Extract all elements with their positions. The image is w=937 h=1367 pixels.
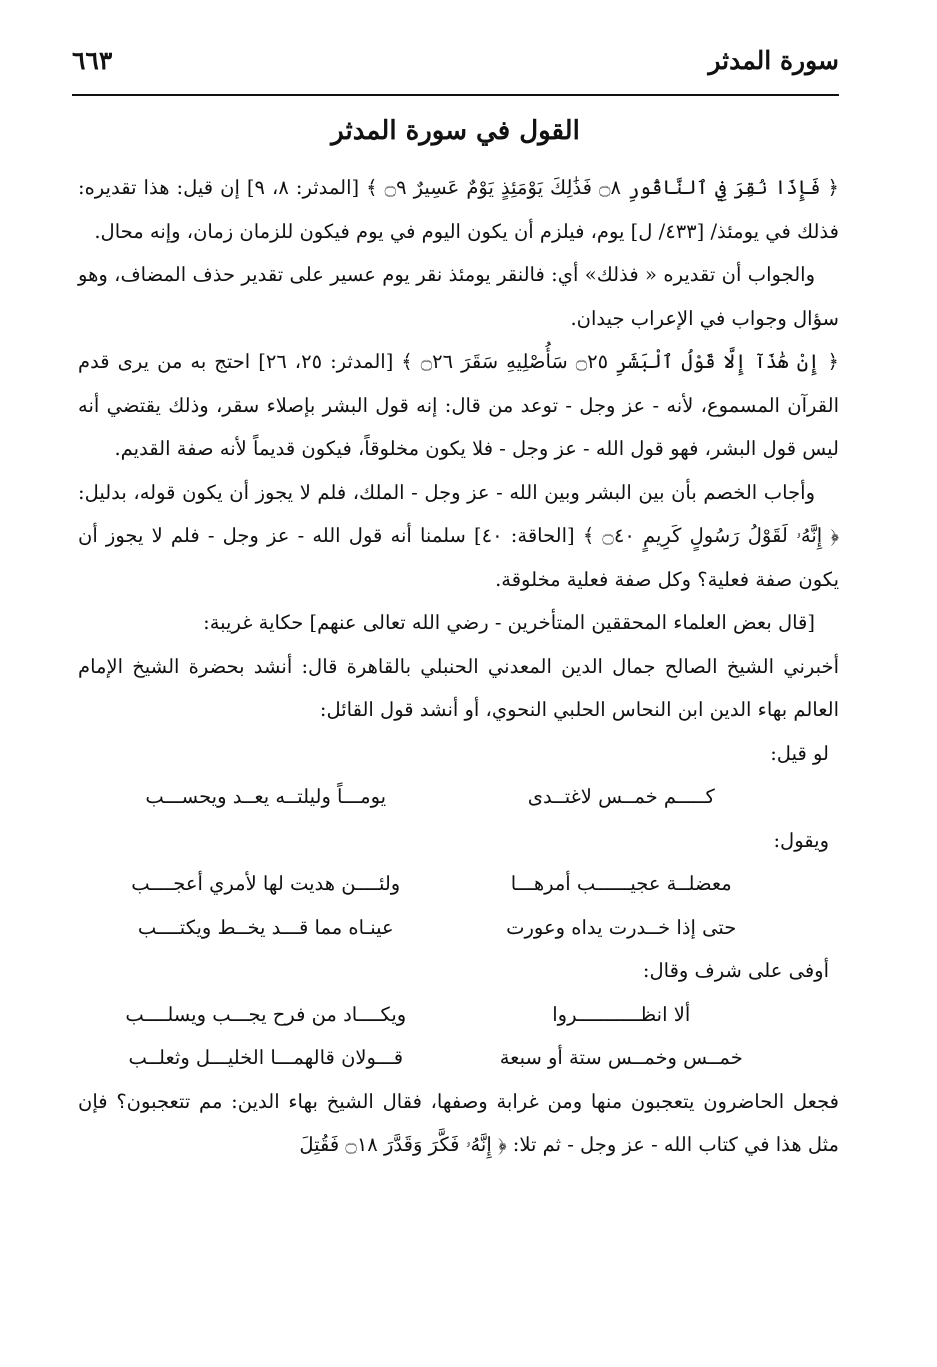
poem <box>78 732 839 1080</box>
paragraph: ﴿ فَإِذَا نُقِرَ فِي ٱلنَّاقُورِ ۝٨ فَذَٰلِكَ يَوْمَئِذٍ يَوْمٌ عَسِيرٌ ۝٩ ﴾ [المدثر: ٨، ٩] إن قيل: هذا تقديره: فذلك في يومئذ/ [٤٣٣/ ل] يوم، فيلزم أن يكون اليوم في يوم فيكون للزمان زمان، وإنه محال. <box>78 176 839 243</box>
header-rule <box>72 94 839 96</box>
verse-first-hemistich: معضلــة عجيــــــب أمرهـــا <box>510 872 732 895</box>
section-title: القول في سورة المدثر <box>331 116 580 146</box>
paragraph: وأجاب الخصم بأن بين البشر وبين الله - عز وجل - الملك، فلم لا يجوز أن يكون قوله، بدليل: ﴿ إِنَّهُۥ لَقَوْلُ رَسُولٍ كَرِيمٍ ۝٤٠ ﴾ [الحاقة: ٤٠] سلمنا أنه قول الله - عز وجل - فلم لا يجوز أن يكون صفة فعلية؟ وكل صفة فعلية مخلوقة. <box>78 480 839 591</box>
poem-intro: ويقول: <box>773 828 829 852</box>
page-header <box>72 38 839 90</box>
verse-second-hemistich: ويكــــاد من فرح يجـــب ويسلــــب <box>125 1002 407 1026</box>
surah-name: سورة المدثر <box>708 46 839 75</box>
paragraph: فجعل الحاضرون يتعجبون منها ومن غرابة وصفها، فقال الشيخ بهاء الدين: مم تتعجبون؟ فإن مثل هذا في كتاب الله - عز وجل - ثم تلا: ﴿ إِنَّهُۥ فَكَّرَ وَقَدَّرَ ۝١٨ فَقُتِلَ <box>78 1089 839 1156</box>
verse-second-hemistich: عينـاه مما قـــد يخــط ويكتــــب <box>137 915 394 939</box>
poem-verse <box>78 862 839 906</box>
verse-first-hemistich: خمــس وخمــس ستة أو سبعة <box>499 1046 743 1069</box>
verse-first-hemistich: حتى إذا خــدرت يداه وعورت <box>506 915 737 939</box>
paragraph: والجواب أن تقديره « فذلك» أي: فالنقر يومئذ نقر يوم عسير على تقدير حذف المضاف، وهو سؤال وجواب في الإعراب جيدان. <box>78 263 839 330</box>
poem-verse <box>78 993 839 1037</box>
verse-first-hemistich: كـــــم خمــس لاغتــدى <box>527 785 715 808</box>
page-body <box>78 166 839 1167</box>
poem-verse <box>78 775 839 819</box>
paragraph: ﴿ إِنْ هَٰذَآ إِلَّا قَوْلُ ٱلْبَشَرِ ۝٢٥ سَأُصْلِيهِ سَقَرَ ۝٢٦ ﴾ [المدثر: ٢٥، ٢٦] احتج به من يرى قدم القرآن المسموع، لأنه - عز وجل - توعد من قال: إنه قول البشر بإصلاء سقر، وذلك يقتضي أنه ليس قول البشر، فهو قول الله - عز وجل - فلا يكون مخلوقاً، فيكون قديماً لأنه صفة القديم. <box>78 350 839 460</box>
poem-verse <box>78 906 839 950</box>
verse-second-hemistich: يومـــاً وليلتــه يعــد ويحســـب <box>145 785 387 808</box>
verse-second-hemistich: قـــولان قالهمـــا الخليـــل وثعلــب <box>128 1046 404 1069</box>
paragraph: [قال بعض العلماء المحققين المتأخرين - رضي الله تعالى عنهم] حكاية غريبة: <box>203 611 815 634</box>
verse-second-hemistich: ولئــــن هديت لها لأمري أعجــــب <box>131 872 401 895</box>
page-number: ٦٦٣ <box>72 46 113 75</box>
paragraph: أخبرني الشيخ الصالح جمال الدين المعدني الحنبلي بالقاهرة قال: أنشد بحضرة الشيخ الإمام العالم بهاء الدين ابن النحاس الحلبي النحوي، أو أنشد قول القائل: <box>78 654 839 721</box>
poem-verse <box>78 1036 839 1080</box>
verse-first-hemistich: ألا انظـــــــــــروا <box>552 1002 691 1026</box>
poem-intro: لو قيل: <box>770 741 829 765</box>
poem-intro: أوفى على شرف وقال: <box>642 959 829 982</box>
